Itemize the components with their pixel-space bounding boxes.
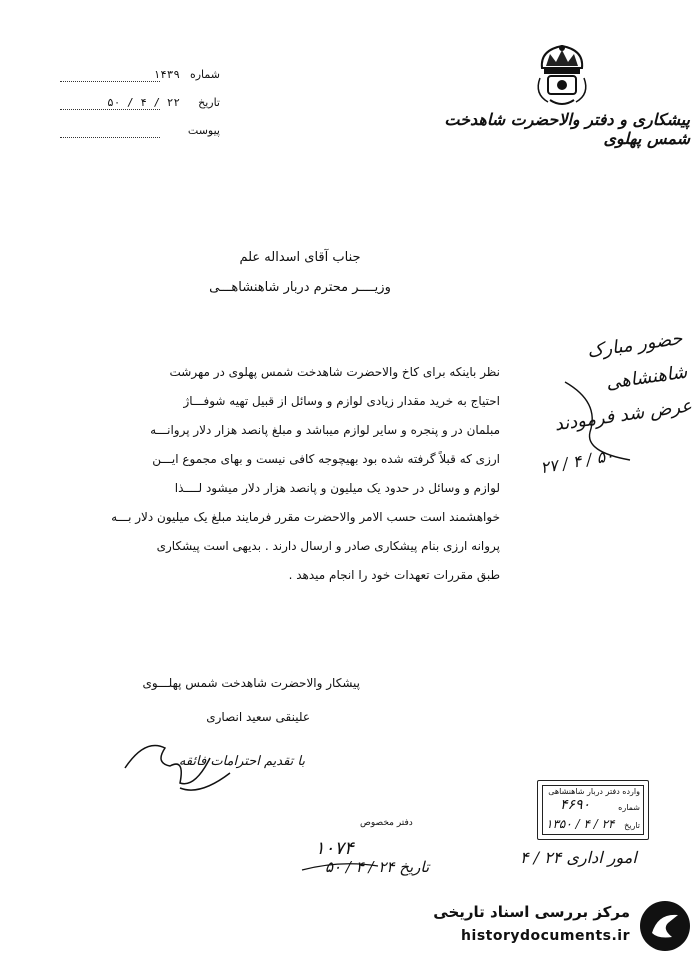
handwritten-closing: با تقدیم احترامات فائقه (178, 754, 305, 769)
registry-stamp (537, 780, 649, 840)
date-label: تاریخ (198, 96, 220, 109)
stamp-date: ۱۳۵۰ / ۴ / ۲۴ (546, 817, 615, 831)
archive-logo-icon (638, 899, 692, 953)
signatory-title: پیشکار والاحضرت شاهدخت شمس پهلـــوی (142, 676, 360, 690)
body-line: طبق مقررات تعهدات خود را انجام میدهد . (288, 568, 500, 582)
attachment-label: پیوست (187, 124, 220, 137)
letter-body (86, 358, 500, 590)
body-line: احتیاج به خرید مقدار زیادی لوازم و وسائل از قبیل تهیه شوفـــاژ (183, 394, 500, 408)
stamp-header: وارده دفتر دربار شاهنشاهی (548, 787, 640, 796)
body-line: لوازم و وسائل در حدود یک میلیون و پانصد هزار دلار میشود لــــذا (174, 481, 500, 495)
affairs-note: امور اداری ۲۴ / ۴ (520, 848, 637, 867)
signatory-name: علینقی سعید انصاری (206, 710, 310, 724)
registry-date: تاریخ ۲۴ / ۴ / ۵۰ (325, 858, 430, 876)
margin-note-line: حضور مبارک شاهنشاهی (585, 327, 689, 394)
body-line: مبلمان در و پنجره و سایر لوازم میباشد و مبلغ پانصد هزار دلار پروانـــه (150, 423, 500, 437)
addressee-title: وزیــــر محترم دربار شاهنشاهـــی (209, 280, 391, 295)
number-value: ۱۴۳۹ (153, 68, 180, 81)
registry-strike-icon (300, 850, 380, 880)
body-line: نظر باینکه برای کاخ والاحضرت شاهدخت شمس پهلوی در مهرشت (169, 365, 500, 379)
signature-scribble-icon (110, 728, 240, 798)
watermark-title: مرکز بررسی اسناد تاریخی (433, 903, 630, 921)
attachment-dotted-line (60, 137, 160, 138)
number-label: شماره (189, 68, 220, 81)
stamp-date-label: تاریخ (624, 821, 640, 830)
date-value: ۲۲ / ۴ / ۵۰ (107, 96, 180, 109)
margin-note-date: ۲۷ / ۴ / ۵۰ (538, 445, 616, 478)
addressee-name: جناب آقای اسداله علم (239, 250, 361, 265)
date-dotted-line (60, 109, 160, 110)
watermark-url: historydocuments.ir (461, 928, 630, 944)
body-line: خواهشمند است حسب الامر والاحضرت مقرر فرمایند مبلغ یک میلیون دلار بـــه (111, 510, 500, 524)
body-line: پروانه ارزی بنام پیشکاری صادر و ارسال دارند . بدیهی است پیشکاری (156, 539, 500, 553)
stamp-number: ۴۶۹۰ (560, 797, 591, 813)
number-dotted-line (60, 81, 160, 82)
registry-number: ۱۰۷۴ (315, 838, 354, 859)
watermark (410, 893, 700, 963)
margin-scribble-icon (560, 372, 640, 462)
stamp-number-label: شماره (618, 803, 640, 812)
body-line: ارزی که قبلاً گرفته شده بود بهیچوجه کافی نیست و بهای مجموع ایـــن (152, 452, 500, 466)
letterhead-title: پیشکاری و دفتر والاحضرت شاهدخت شمس پهلوی (444, 110, 690, 148)
registry-label: دفتر مخصوص (360, 818, 413, 828)
royal-crest-icon (530, 38, 594, 116)
margin-note-line: عرض شد فرمودند (553, 395, 694, 436)
